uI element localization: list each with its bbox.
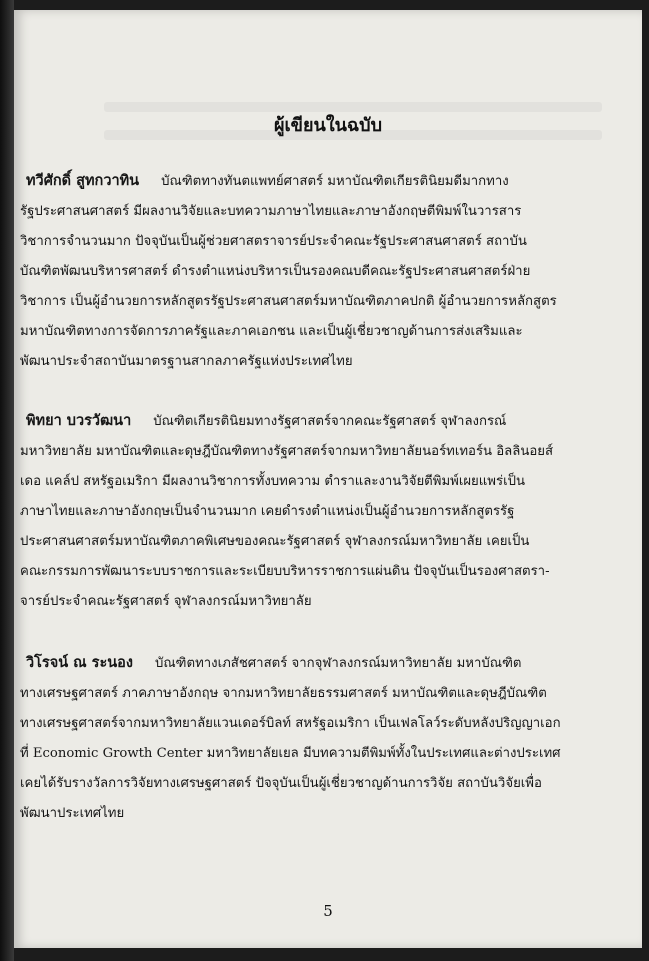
author-name: วิโรจน์ ณ ระนอง	[26, 654, 133, 671]
entry-first-line	[20, 166, 606, 197]
document-page	[14, 10, 642, 948]
bio-line: ทางเศรษฐศาสตร์ ภาคภาษาอังกฤษ จากมหาวิทยาลัยธรรมศาสตร์ มหาบัณฑิตและดุษฎีบัณฑิต	[20, 686, 547, 701]
author-entry	[20, 166, 606, 377]
bio-line: ประศาสนศาสตร์มหาบัณฑิตภาคพิเศษของคณะรัฐศาสตร์ จุฬาลงกรณ์มหาวิทยาลัย เคยเป็น	[20, 534, 530, 549]
author-entry	[20, 406, 606, 617]
bio-line: รัฐประศาสนศาสตร์ มีผลงานวิจัยและบทความภาษาไทยและภาษาอังกฤษตีพิมพ์ในวารสาร	[20, 204, 522, 219]
bio-line: วิชาการจำนวนมาก ปัจจุบันเป็นผู้ช่วยศาสตราจารย์ประจำคณะรัฐประศาสนศาสตร์ สถาบัน	[20, 234, 527, 249]
bio-line: บัณฑิตเกียรตินิยมทางรัฐศาสตร์จากคณะรัฐศาสตร์ จุฬาลงกรณ์	[153, 414, 507, 429]
bio-line: เดอ แคล์ป สหรัฐอเมริกา มีผลงานวิชาการทั้งบทความ ตำราและงานวิจัยตีพิมพ์เผยแพร่เป็น	[20, 474, 525, 489]
bio-line: บัณฑิตพัฒนบริหารศาสตร์ ดำรงตำแหน่งบริหารเป็นรองคณบดีคณะรัฐประศาสนศาสตร์ฝ่าย	[20, 264, 531, 279]
bio-line: พัฒนาประจำสถาบันมาตรฐานสากลภาครัฐแห่งประเทศไทย	[20, 354, 353, 369]
entry-first-line	[20, 648, 606, 679]
bio-line: จารย์ประจำคณะรัฐศาสตร์ จุฬาลงกรณ์มหาวิทยาลัย	[20, 594, 312, 609]
bio-line: มหาวิทยาลัย มหาบัณฑิตและดุษฎีบัณฑิตทางรัฐศาสตร์จากมหาวิทยาลัยนอร์ทเทอร์น อิลลินอยส์	[20, 444, 554, 459]
entry-first-line	[20, 406, 606, 437]
author-name: พิทยา บวรวัฒนา	[26, 412, 132, 429]
bio-line: วิชาการ เป็นผู้อำนวยการหลักสูตรรัฐประศาสนศาสตร์มหาบัณฑิตภาคปกติ ผู้อำนวยการหลักสูตร	[20, 294, 557, 309]
book-binding-shadow	[0, 0, 14, 961]
bio-line: มหาบัณฑิตทางการจัดการภาครัฐและภาคเอกชน และเป็นผู้เชี่ยวชาญด้านการส่งเสริมและ	[20, 324, 523, 339]
bio-line: บัณฑิตทางเภสัชศาสตร์ จากจุฬาลงกรณ์มหาวิทยาลัย มหาบัณฑิต	[154, 656, 522, 671]
author-name: ทวีศักดิ์ สูทกวาทิน	[26, 172, 140, 189]
bio-line: พัฒนาประเทศไทย	[20, 806, 125, 821]
author-entry	[20, 648, 606, 829]
bio-line: คณะกรรมการพัฒนาระบบราชการและระเบียบบริหารราชการแผ่นดิน ปัจจุบันเป็นรองศาสตรา-	[20, 564, 550, 579]
page-number: 5	[323, 902, 333, 920]
bio-line: ภาษาไทยและภาษาอังกฤษเป็นจำนวนมาก เคยดำรงตำแหน่งเป็นผู้อำนวยการหลักสูตรรัฐ	[20, 504, 515, 519]
bio-line: บัณฑิตทางทันตแพทย์ศาสตร์ มหาบัณฑิตเกียรตินิยมดีมากทาง	[161, 174, 509, 189]
bio-line: ทางเศรษฐศาสตร์จากมหาวิทยาลัยแวนเดอร์บิลท์ สหรัฐอเมริกา เป็นเฟลโลว์ระดับหลังปริญญาเอก	[20, 716, 561, 731]
bio-line: เคยได้รับรางวัลการวิจัยทางเศรษฐศาสตร์ ปัจจุบันเป็นผู้เชี่ยวชาญด้านการวิจัย สถาบันวิจัยเพื่อ	[20, 776, 542, 791]
bio-line: ที่ Economic Growth Center มหาวิทยาลัยเยล มีบทความตีพิมพ์ทั้งในประเทศและต่างประเทศ	[20, 746, 561, 761]
page-title: ผู้เขียนในฉบับ	[273, 115, 383, 136]
